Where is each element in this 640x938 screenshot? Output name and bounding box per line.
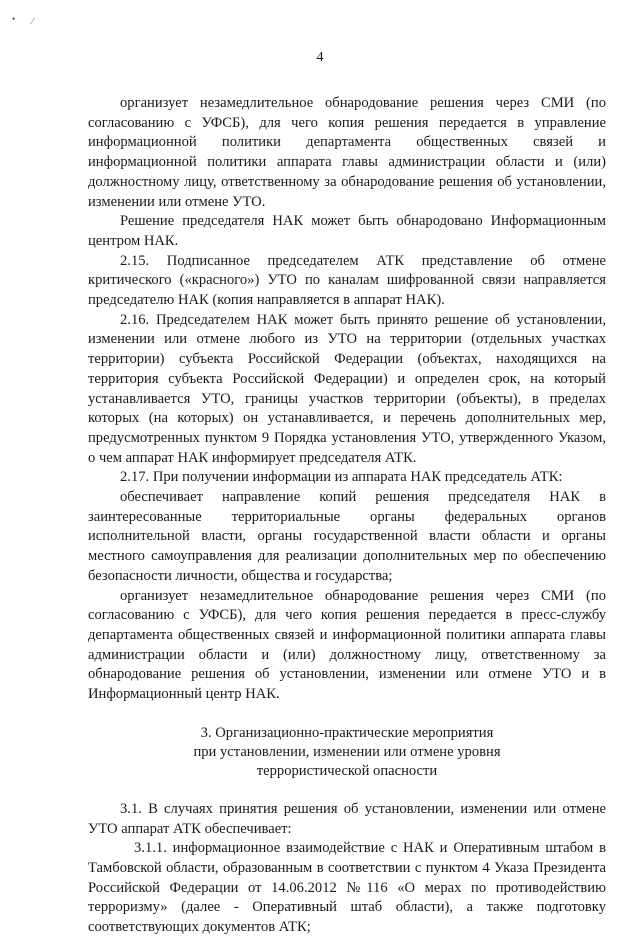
- paragraph-smi-publication: организует незамедлительное обнародование решения через СМИ (по согласованию с УФСБ), для чего копия решения передается в управление информационной политики департамента общественных связей и информационной политики аппарата главы администрации области и (или) должностному лицу, ответственному за обнародование решения об установлении, изменении или отмене УТО.: [88, 95, 606, 210]
- scan-artifact-dot: •: [12, 14, 16, 24]
- paragraph-press-service: организует незамедлительное обнародование решения через СМИ (по согласованию с УФСБ), для чего копия решения передается в пресс-службу департамента общественных связей и информационной политики аппарата главы администрации области и (или) должностному лицу, ответственному за обнародование решения об установлении, изменении или отмене УТО и в Информационный центр НАК.: [88, 587, 606, 703]
- page-number: 4: [316, 50, 324, 65]
- paragraph-3-1-1: 3.1.1. информационное взаимодействие с НАК и Оперативным штабом в Тамбовской области, образованным в соответствии с пунктом 4 Указа Президента Российской Федерации от 14.06.2012 №116 «О мерах по противодействию терроризму» (далее - Оперативный штаб области), а также подготовку соответствующих документов АТК;: [88, 840, 606, 936]
- section-3-heading-line-1: 3. Организационно-практические мероприятия: [200, 724, 494, 741]
- section-3-heading-line-2: при установлении, изменении или отмене уровня: [193, 743, 501, 760]
- scan-artifact-tick: ⁄: [32, 16, 34, 26]
- paragraph-2-15: 2.15. Подписанное председателем АТК представление об отмене критического («красного») УТО по каналам шифрованной связи направляется председателю НАК (копия направляется в аппарат НАК).: [88, 252, 606, 309]
- paragraph-nak-info-center: Решение председателя НАК может быть обнародовано Информационным центром НАК.: [88, 213, 606, 249]
- paragraph-3-1: 3.1. В случаях принятия решения об установлении, изменении или отмене УТО аппарат АТК обеспечивает:: [88, 800, 606, 837]
- paragraph-2-17: 2.17. При получении информации из аппарата НАК председатель АТК:: [120, 469, 563, 486]
- section-3-heading: [88, 724, 606, 781]
- document-body: [88, 94, 606, 938]
- paragraph-copies-distribution: обеспечивает направление копий решения председателя НАК в заинтересованные территориальные органы федеральных органов исполнительной власти, органы государственной власти области и органы местного самоуправления для реализации дополнительных мер по обеспечению безопасности личности, общества и государства;: [88, 489, 606, 584]
- section-3-heading-line-3: террористической опасности: [256, 762, 438, 779]
- paragraph-2-16: 2.16. Председателем НАК может быть принято решение об установлении, изменении или отмене любого из УТО на территории (отдельных участках территории) субъекта Российской Федерации (объектах, находящихся на территория субъекта Российской Федерации) и определен срок, на который устанавливается УТО, границы участков территории (объекты), в пределах которых (на которых) он устанавливается, и перечень дополнительных мер, предусмотренных пунктом 9 Порядка установления УТО, утвержденного Указом, о чем аппарат НАК информирует председателя АТК.: [88, 311, 606, 466]
